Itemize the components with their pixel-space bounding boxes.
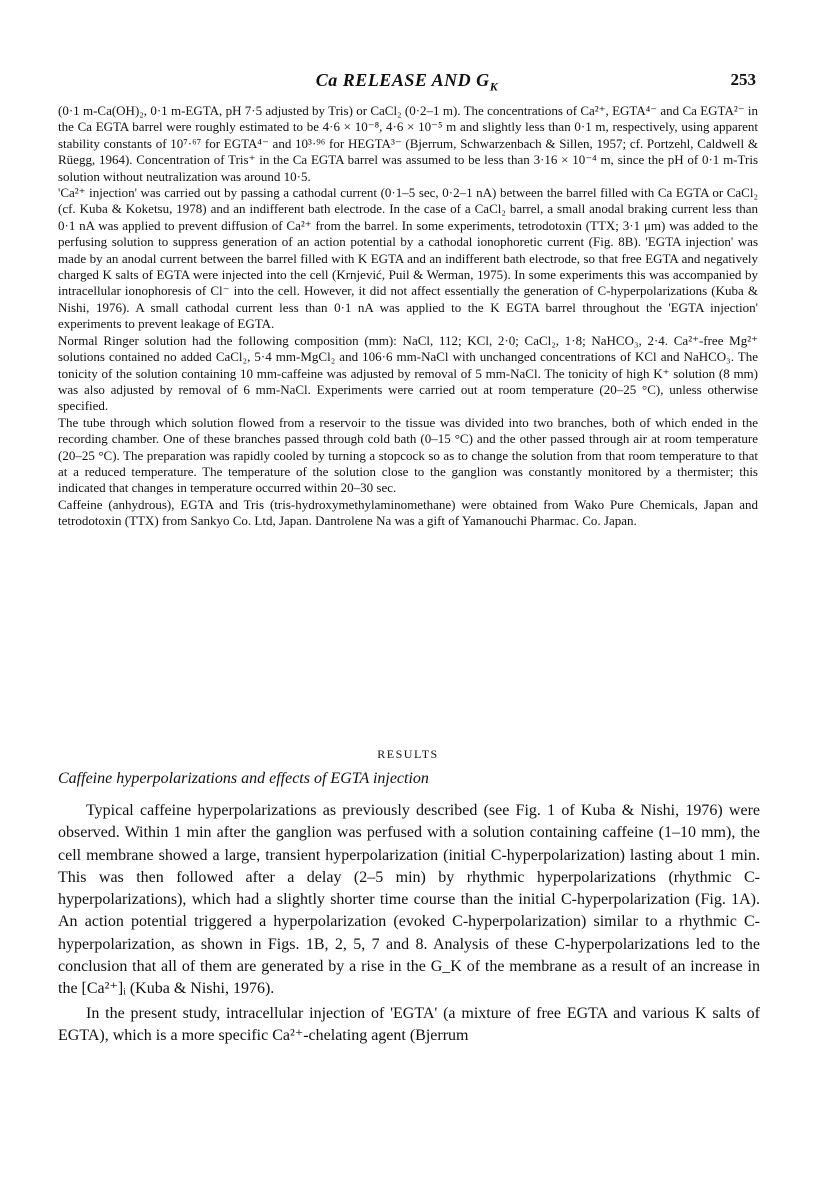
methods-section: [58, 103, 758, 530]
results-section: [58, 800, 760, 1047]
page-header: [58, 70, 756, 96]
results-heading: RESULTS: [377, 747, 439, 761]
methods-paragraph-2: 'Ca²⁺ injection' was carried out by passing a cathodal current (0·1–5 sec, 0·2–1 nA) between the barrel filled with Ca EGTA or CaCl₂ (cf. Kuba & Koketsu, 1978) and an indifferent bath electrode. In the case of a CaCl₂ barrel, a small anodal braking current less than 0·1 nA was applied to prevent diffusion of Ca²⁺ from the barrel. In some experiments, tetrodotoxin (TTX; 3·1 μm) was added to the perfusing solution to suppress generation of an action potential by a cathodal ionophoretic current (Fig. 8B). 'EGTA injection' was made by an anodal current between the barrel filled with K EGTA and an indifferent bath electrode, so that free EGTA and negatively charged K salts of EGTA were injected into the cell (Krnjević, Puil & Werman, 1975). In some experiments this was accompanied by intracellular ionophoresis of Cl⁻ into the cell. However, it did not affect essentially the generation of C-hyperpolarizations (Kuba & Nishi, 1976). A small cathodal current less than 0·1 nA was applied to the K EGTA barrel throughout the 'EGTA injection' experiments to prevent leakage of EGTA.: [58, 185, 758, 332]
results-paragraph-2: In the present study, intracellular injection of 'EGTA' (a mixture of free EGTA and various K salts of EGTA), which is a more specific Ca²⁺-chelating agent (Bjerrum: [58, 1004, 760, 1044]
section-heading: Caffeine hyperpolarizations and effects of EGTA injection: [58, 770, 429, 787]
methods-paragraph-5: Caffeine (anhydrous), EGTA and Tris (tris-hydroxymethylaminomethane) were obtained from Wako Pure Chemicals, Japan and tetrodotoxin (TTX) from Sankyo Co. Ltd, Japan. Dantrolene Na was a gift of Yamanouchi Pharmac. Co. Japan.: [58, 496, 758, 529]
methods-paragraph-1: (0·1 m-Ca(OH)₂, 0·1 m-EGTA, pH 7·5 adjusted by Tris) or CaCl₂ (0·2–1 m). The concentrations of Ca²⁺, EGTA⁴⁻ and Ca EGTA²⁻ in the Ca EGTA barrel were roughly estimated to be 4·6 × 10⁻⁸, 4·6 × 10⁻⁵ m and slightly less than 0·1 m, respectively, using apparent stability constants of 10⁷·⁶⁷ for EGTA⁴⁻ and 10³·⁹⁶ for HEGTA³⁻ (Bjerrum, Schwarzenbach & Sillen, 1957; cf. Portzehl, Caldwell & Rüegg, 1964). Concentration of Tris⁺ in the Ca EGTA barrel was assumed to be less than 3·16 × 10⁻⁴ m, since the pH of 0·1 m-Tris solution without neutralization was around 10·5.: [58, 103, 758, 184]
methods-paragraph-3: Normal Ringer solution had the following composition (mm): NaCl, 112; KCl, 2·0; CaCl₂, 1·8; NaHCO₃, 2·4. Ca²⁺-free Mg²⁺ solutions contained no added CaCl₂, 5·4 mm-MgCl₂ and 106·6 mm-NaCl with unchanged concentrations of KCl and NaHCO₃. The tonicity of the solution containing 10 mm-caffeine was adjusted by removal of 5 mm-NaCl. The tonicity of high K⁺ solution (8 mm) was also adjusted by removal of 6 mm-NaCl. Experiments were carried out at room temperature (20–25 °C), unless otherwise specified.: [58, 332, 758, 414]
running-title-text: Ca RELEASE AND G: [315, 70, 490, 90]
running-title-subscript: K: [489, 79, 499, 94]
page-number: 253: [730, 70, 756, 89]
results-paragraph-1: Typical caffeine hyperpolarizations as previously described (see Fig. 1 of Kuba & Nishi, 1976) were observed. Within 1 min after the ganglion was perfused with a solution containing caffeine (1–10 mm), the cell membrane showed a large, transient hyperpolarization (initial C-hyperpolarization) lasting about 1 min. This was then followed after a delay (2–5 min) by rhythmic hyperpolarizations (rhythmic C-hyperpolarizations), which had a slightly shorter time course than the initial C-hyperpolarization (Fig. 1A). An action potential triggered a hyperpolarization (evoked C-hyperpolarization) similar to a rhythmic C-hyperpolarization, as shown in Figs. 1B, 2, 5, 7 and 8. Analysis of these C-hyperpolarizations led to the conclusion that all of them are generated by a rise in the G_K of the membrane as a result of an increase in the [Ca²⁺]ᵢ (Kuba & Nishi, 1976).: [58, 802, 760, 998]
running-title: [58, 70, 756, 95]
methods-paragraph-4: The tube through which solution flowed from a reservoir to the tissue was divided into two branches, both of which ended in the recording chamber. One of these branches passed through cold bath (0–15 °C) and the other passed through air at room temperature (20–25 °C). The preparation was rapidly cooled by turning a stopcock so as to change the solution from that room temperature to that at a reduced temperature. The temperature of the solution close to the ganglion was constantly monitored by a thermister; this indicated that changes in temperature occurred within 20–30 sec.: [58, 414, 758, 496]
